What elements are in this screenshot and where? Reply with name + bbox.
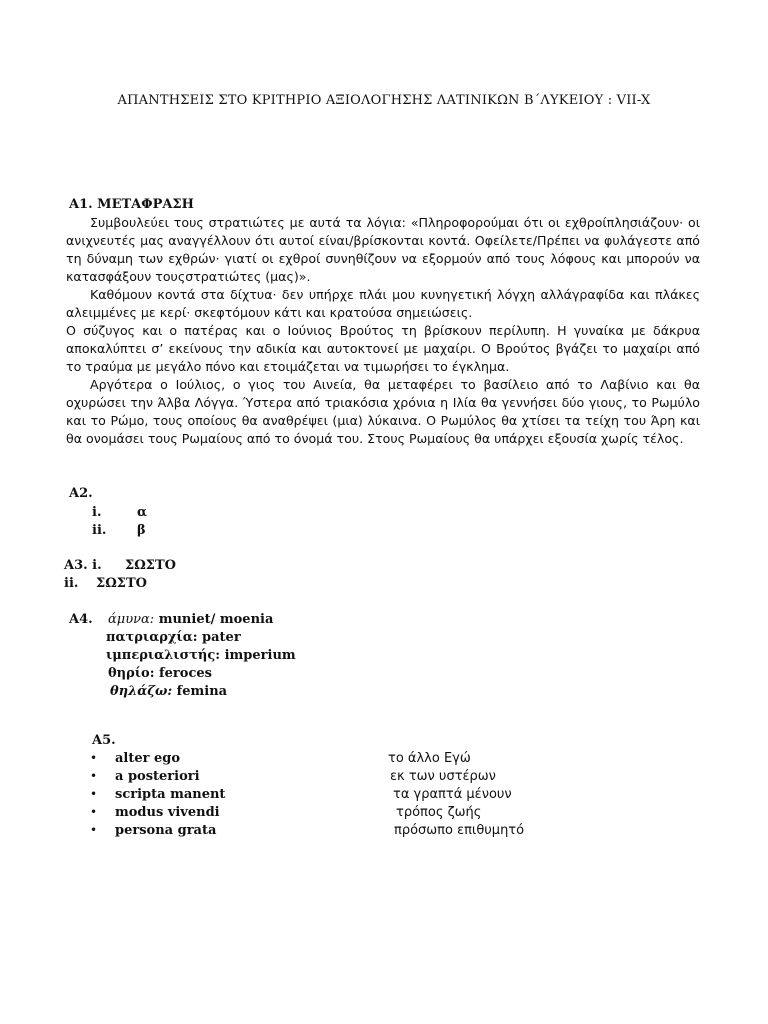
a3-ii-answer: ΣΩΣΤΟ bbox=[96, 576, 147, 591]
document-title: ΑΠΑΝΤΗΣΕΙΣ ΣΤΟ ΚΡΙΤΗΡΙΟ ΑΞΙΟΛΟΓΗΣΗΣ ΛΑΤΙΝΙΚΩΝ Β΄ΛΥΚΕΙΟΥ : VII-X bbox=[117, 93, 651, 108]
a4-greek-word: πατριαρχία: bbox=[106, 630, 198, 645]
a5-latin-phrase: persona grata bbox=[115, 823, 217, 838]
a5-latin-phrase: scripta manent bbox=[115, 787, 226, 802]
a4-greek-word: άμυνα: bbox=[108, 612, 155, 627]
a5-greek-phrase: πρόσωπο επιθυμητό bbox=[394, 823, 525, 838]
a1-paragraph: Συμβουλεύει τους στρατιώτες με αυτά τα λόγια: «Πληροφορούμαι ότι οι εχθροίπλησιάζουν· οι ανιχνευτές μας αναγγέλλουν ότι αυτοί είναι/βρίσκονται κοντά. Οφείλετε/Πρέπει να φυλάγεστε από τη δύναμη των εχθρών· γιατί οι εχθροί συνηθίζουν να εξορμούν από τους λόφους και μπορούν να κατασφάξουν τουςστρατιώτες (μας)». bbox=[66, 215, 700, 284]
a1-paragraph: Καθόμουν κοντά στα δίχτυα· δεν υπήρχε πλάι μου κυνηγετική λόγχη αλλάγραφίδα και πλάκες αλειμμένες με κερί· σκεφτόμουν κάτι και κρατούσα σημειώσεις. bbox=[66, 287, 700, 320]
a1-heading: Α1. ΜΕΤΑΦΡΑΣΗ bbox=[69, 197, 194, 212]
a4-item bbox=[108, 612, 273, 627]
a5-latin-phrase: alter ego bbox=[115, 751, 181, 766]
bullet-icon: • bbox=[90, 751, 98, 765]
a1-translation bbox=[66, 214, 700, 448]
a4-latin-word: pater bbox=[197, 630, 241, 645]
bullet-icon: • bbox=[90, 805, 98, 819]
a3-ii-number: ii. bbox=[64, 576, 79, 591]
a4-heading: Α4. bbox=[69, 612, 93, 627]
a4-latin-word: imperium bbox=[220, 648, 296, 663]
a4-greek-word: ιμπεριαλιστής: bbox=[106, 648, 221, 663]
a5-list-item bbox=[90, 787, 690, 805]
a4-latin-word: feroces bbox=[154, 666, 212, 681]
a4-greek-word: θηρίο: bbox=[108, 666, 155, 681]
a5-greek-phrase: τρόπος ζωής bbox=[396, 805, 482, 820]
a3-i-answer: ΣΩΣΤΟ bbox=[125, 558, 176, 573]
a4-item bbox=[110, 684, 227, 699]
a4-item bbox=[106, 648, 296, 663]
bullet-icon: • bbox=[90, 769, 98, 783]
a5-list-item bbox=[90, 751, 690, 769]
a1-paragraph: Ο σύζυγος και ο πατέρας και ο Ιούνιος Βρούτος τη βρίσκουν περίλυπη. Η γυναίκα με δάκρυα αποκαλύπτει σ’ εκείνους την αδικία και αυτοκτονεί με μαχαίρι. Ο Βρούτος βγάζει το μαχαίρι από το τραύμα με μεγάλο πόνο και ετοιμάζεται να τιμωρήσει το έγκλημα. bbox=[66, 323, 700, 374]
a2-item-answer: β bbox=[137, 523, 146, 538]
a2-item-number: i. bbox=[92, 505, 102, 520]
a5-list-item bbox=[90, 823, 690, 841]
a4-item bbox=[108, 666, 212, 681]
a4-latin-word: muniet/ moenia bbox=[154, 612, 274, 627]
a4-latin-word: femina bbox=[172, 684, 228, 699]
a2-item-number: ii. bbox=[92, 523, 107, 538]
a1-paragraph: Αργότερα ο Ιούλιος, ο γιος του Αινεία, θα μεταφέρει το βασίλειο από το Λαβίνιο και θα οχυρώσει την Άλβα Λόγγα. Ύστερα από τριακόσια χρόνια η Ιλία θα γεννήσει δύο γιους, το Ρωμύλο και το Ρώμο, τους οποίους θα αναθρέψει (μια) λύκαινα. Ο Ρωμύλος θα χτίσει τα τείχη του Άρη και θα ονομάσει τους Ρωμαίους από το όνομά του. Στους Ρωμαίους θα υπάρχει εξουσία χωρίς τέλος. bbox=[66, 377, 700, 446]
bullet-icon: • bbox=[90, 787, 98, 801]
a5-latin-phrase: modus vivendi bbox=[115, 805, 220, 820]
a2-item-answer: α bbox=[137, 505, 148, 520]
a4-item bbox=[106, 630, 241, 645]
a5-list-item bbox=[90, 769, 690, 787]
a5-greek-phrase: εκ των υστέρων bbox=[390, 769, 496, 784]
a5-greek-phrase: τα γραπτά μένουν bbox=[393, 787, 512, 802]
a2-heading: Α2. bbox=[69, 486, 93, 501]
a3-heading: Α3. i. bbox=[64, 558, 102, 573]
a5-list-item bbox=[90, 805, 690, 823]
bullet-icon: • bbox=[90, 823, 98, 837]
a5-latin-phrase: a posteriori bbox=[115, 769, 200, 784]
a5-heading: Α5. bbox=[92, 733, 116, 748]
a5-greek-phrase: το άλλο Εγώ bbox=[388, 751, 471, 766]
a4-greek-word: θηλάζω: bbox=[110, 684, 173, 699]
